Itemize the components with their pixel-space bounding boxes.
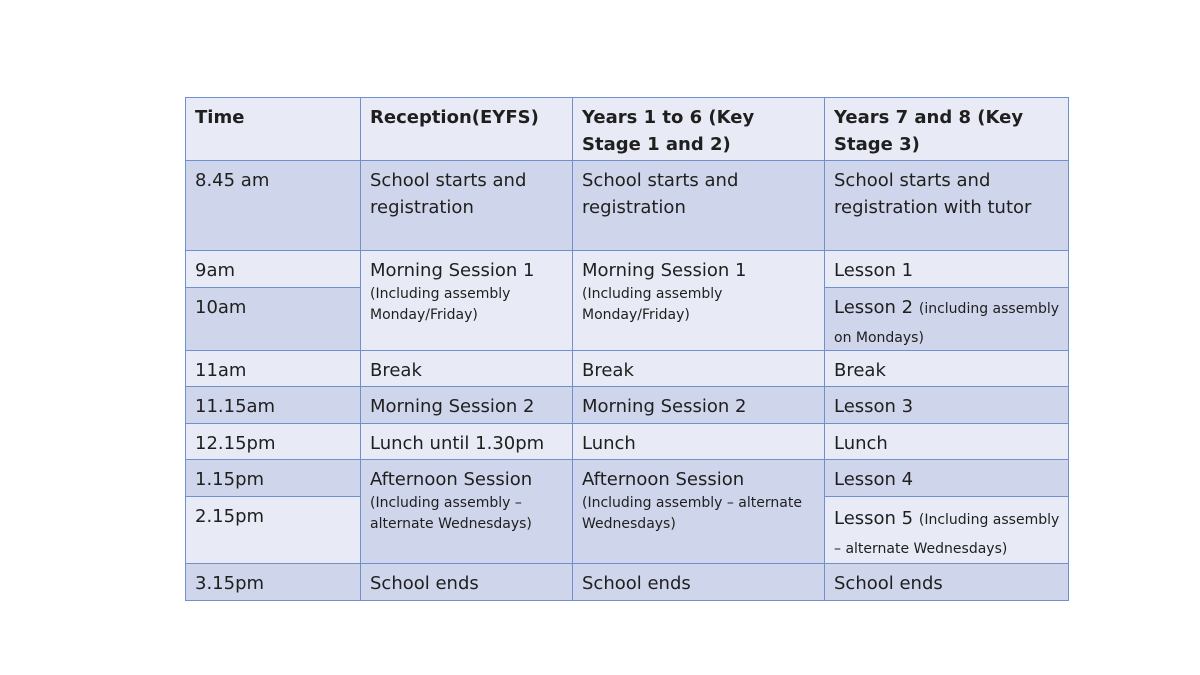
lesson-note-continued: on Mondays) <box>834 330 924 346</box>
years-7-8-cell: School starts and registration with tutor <box>825 161 1069 251</box>
time-cell: 1.15pm <box>186 460 361 497</box>
table-row <box>186 251 1069 288</box>
reception-cell <box>361 460 573 564</box>
time-cell: 12.15pm <box>186 424 361 460</box>
years-1-6-cell: School ends <box>573 564 825 601</box>
years-7-8-cell <box>825 497 1069 564</box>
header-years-7-8: Years 7 and 8 (Key Stage 3) <box>825 98 1069 161</box>
years-7-8-cell: Lesson 4 <box>825 460 1069 497</box>
years-7-8-cell: Lunch <box>825 424 1069 460</box>
table-header-row <box>186 98 1069 161</box>
session-note: (Including assembly – alternate Wednesdays) <box>582 495 802 532</box>
lesson-note-continued: – alternate Wednesdays) <box>834 541 1008 557</box>
session-title: Morning Session 1 <box>582 260 747 281</box>
reception-cell: School ends <box>361 564 573 601</box>
years-1-6-cell: Break <box>573 351 825 387</box>
header-reception: Reception(EYFS) <box>361 98 573 161</box>
years-1-6-cell: Lunch <box>573 424 825 460</box>
reception-cell: Morning Session 2 <box>361 387 573 424</box>
lesson-note: (including assembly <box>918 301 1060 317</box>
table-row <box>186 424 1069 460</box>
session-note: (Including assembly Monday/Friday) <box>582 286 723 323</box>
time-cell: 3.15pm <box>186 564 361 601</box>
years-7-8-cell: Lesson 1 <box>825 251 1069 288</box>
lesson-title: Lesson 5 <box>834 508 914 529</box>
years-1-6-cell: Morning Session 2 <box>573 387 825 424</box>
lesson-title: Lesson 2 <box>834 297 914 318</box>
years-1-6-cell <box>573 460 825 564</box>
header-years-1-6: Years 1 to 6 (Key Stage 1 and 2) <box>573 98 825 161</box>
table-row <box>186 351 1069 387</box>
session-note: (Including assembly – alternate Wednesdays) <box>370 495 532 532</box>
table-row <box>186 564 1069 601</box>
reception-cell: Break <box>361 351 573 387</box>
years-7-8-cell: Lesson 3 <box>825 387 1069 424</box>
time-cell: 2.15pm <box>186 497 361 564</box>
reception-cell: Lunch until 1.30pm <box>361 424 573 460</box>
table-row <box>186 460 1069 497</box>
time-cell: 10am <box>186 288 361 351</box>
time-cell: 11.15am <box>186 387 361 424</box>
time-cell: 8.45 am <box>186 161 361 251</box>
session-title: Morning Session 1 <box>370 260 535 281</box>
session-title: Afternoon Session <box>582 469 745 490</box>
years-7-8-cell <box>825 288 1069 351</box>
years-1-6-cell <box>573 251 825 351</box>
table-row <box>186 161 1069 251</box>
years-1-6-cell: School starts and registration <box>573 161 825 251</box>
reception-cell: School starts and registration <box>361 161 573 251</box>
lesson-note: (Including assembly <box>918 512 1060 528</box>
timetable <box>185 97 1069 601</box>
table-row <box>186 387 1069 424</box>
time-cell: 11am <box>186 351 361 387</box>
reception-cell <box>361 251 573 351</box>
session-note: (Including assembly Monday/Friday) <box>370 286 511 323</box>
time-cell: 9am <box>186 251 361 288</box>
years-7-8-cell: School ends <box>825 564 1069 601</box>
header-time: Time <box>186 98 361 161</box>
years-7-8-cell: Break <box>825 351 1069 387</box>
session-title: Afternoon Session <box>370 469 533 490</box>
